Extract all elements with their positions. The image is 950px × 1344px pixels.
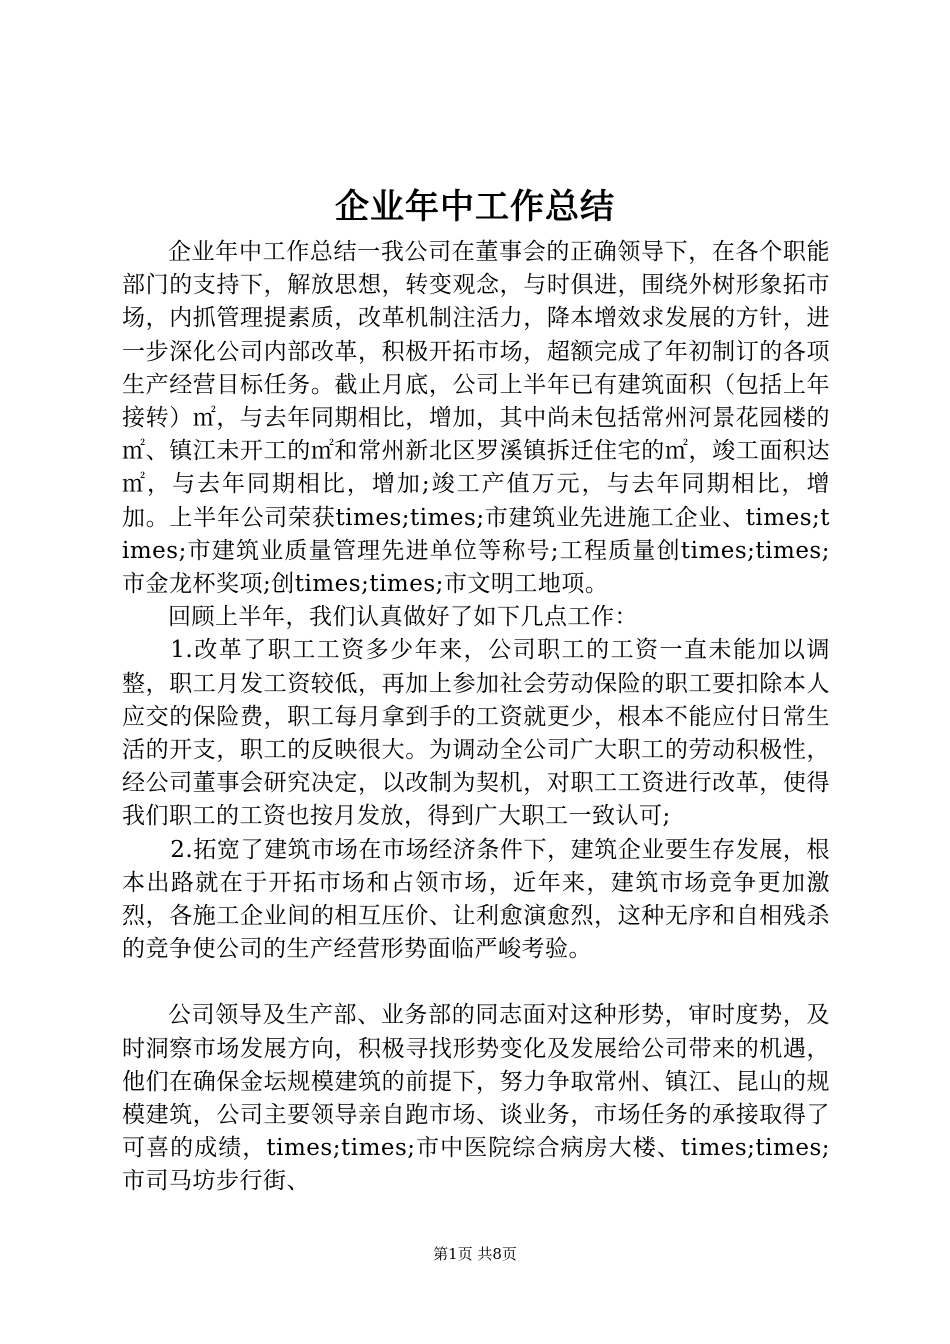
intro-paragraph: 企业年中工作总结一我公司在董事会的正确领导下，在各个职能部门的支持下，解放思想，转变观念，与时俱进，围绕外树形象拓市场，内抓管理提素质，改革机制注活力，降本增效求发展的方针，进一步深化公司内部改革，积极开拓市场，超额完成了年初制订的各项生产经营目标任务。截止月底，公司上半年已有建筑面积（包括上年接转）㎡，与去年同期相比，增加，其中尚未包括常州河景花园楼的㎡、镇江未开工的㎡和常州新北区罗溪镇拆迁住宅的㎡，竣工面积达㎡，与去年同期相比，增加;竣工产值万元，与去年同期相比，增加。上半年公司荣获times;times;市建筑业先进施工企业、times;times;市建筑业质量管理先进单位等称号;工程质量创times;times;市金龙杯奖项;创times;times;市文明工地项。 [122, 239, 830, 598]
review-paragraph: 回顾上半年，我们认真做好了如下几点工作： [168, 604, 638, 631]
document-body [122, 236, 830, 1199]
document-title: 企业年中工作总结 [335, 187, 615, 227]
item-2-paragraph: 2.拓宽了建筑市场在市场经济条件下，建筑企业要生存发展，根本出路就在于开拓市场和占领市场，近年来，建筑市场竞争更加激烈，各施工企业间的相互压价、让利愈演愈烈，这种无序和自相残杀的竞争使公司的生产经营形势面临严峻考验。 [122, 836, 830, 963]
paragraph-spacer [122, 966, 830, 999]
market-paragraph: 公司领导及生产部、业务部的同志面对这种形势，审时度势，及时洞察市场发展方向，积极寻找形势变化及发展给公司带来的机遇，他们在确保金坛规模建筑的前提下，努力争取常州、镇江、昆山的规模建筑，公司主要领导亲自跑市场、谈业务，市场任务的承接取得了可喜的成绩，times;times;市中医院综合病房大楼、times;times;市司马坊步行街、 [122, 1002, 830, 1195]
page-footer: 第1页 共8页 [433, 1245, 517, 1263]
item-1-paragraph: 1.改革了职工工资多少年来，公司职工的工资一直未能加以调整，职工月发工资较低，再加上参加社会劳动保险的职工要扣除本人应交的保险费，职工每月拿到手的工资就更少，根本不能应付日常生活的开支，职工的反映很大。为调动全公司广大职工的劳动积极性，经公司董事会研究决定，以改制为契机，对职工工资进行改革，使得我们职工的工资也按月发放，得到广大职工一致认可; [122, 637, 830, 830]
